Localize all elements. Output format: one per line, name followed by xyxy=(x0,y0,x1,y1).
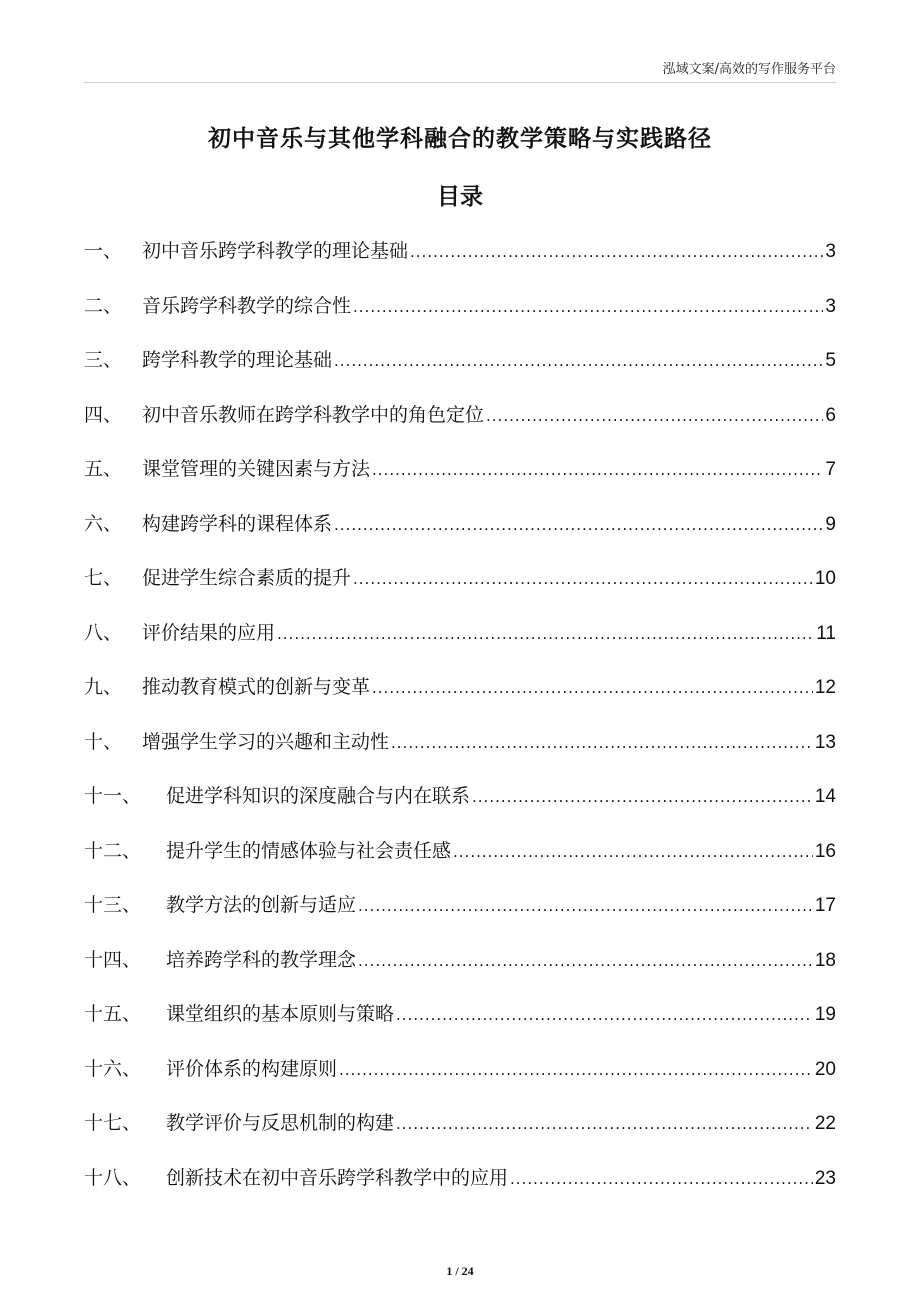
toc-entry-number: 七、 xyxy=(84,567,123,589)
toc-entry-title: 课堂管理的关键因素与方法 xyxy=(142,458,371,480)
toc-entry[interactable] xyxy=(84,942,836,997)
toc-entry-title: 评价体系的构建原则 xyxy=(166,1057,338,1080)
toc-entry[interactable] xyxy=(84,1051,836,1106)
toc-entry-number: 三、 xyxy=(84,349,123,371)
toc-entry-page: 22 xyxy=(814,1113,836,1134)
toc-entry[interactable] xyxy=(84,397,836,452)
toc-entry-number: 四、 xyxy=(84,403,123,426)
toc-dot-leader xyxy=(372,452,823,488)
toc-entry-title: 初中音乐教师在跨学科教学中的角色定位 xyxy=(142,403,485,426)
toc-entry-title: 增强学生学习的兴趣和主动性 xyxy=(142,730,390,753)
toc-entry-page: 13 xyxy=(814,731,836,753)
header-note: 泓域文案/高效的写作服务平台 xyxy=(662,62,836,77)
toc-entry-number: 十六、 xyxy=(84,1057,142,1080)
toc-entry-number: 十四、 xyxy=(84,948,142,971)
toc-dot-leader xyxy=(358,943,813,979)
toc-entry-page: 11 xyxy=(816,622,836,644)
document-title: 初中音乐与其他学科融合的教学策略与实践路径 xyxy=(208,126,712,152)
toc-dot-leader xyxy=(391,725,813,761)
toc-dot-leader xyxy=(358,888,813,924)
toc-entry-page: 19 xyxy=(814,1004,836,1025)
toc-entry[interactable] xyxy=(84,778,836,833)
toc-entry-number: 十五、 xyxy=(84,1003,142,1025)
toc-entry-number: 十七、 xyxy=(84,1112,142,1134)
toc-entry-page: 3 xyxy=(825,295,836,317)
toc-entry-number: 十一、 xyxy=(84,785,142,807)
toc-entry[interactable] xyxy=(84,506,836,561)
toc-entry[interactable] xyxy=(84,342,836,397)
toc-entry-title: 推动教育模式的创新与变革 xyxy=(142,676,371,698)
toc-entry-page: 6 xyxy=(825,404,836,426)
toc-dot-leader xyxy=(410,234,823,270)
toc-entry-page: 23 xyxy=(814,1167,836,1189)
toc-entry[interactable] xyxy=(84,996,836,1051)
toc-dot-leader xyxy=(277,616,814,652)
toc-entry-title: 教学方法的创新与适应 xyxy=(166,894,357,916)
toc-entry[interactable] xyxy=(84,669,836,724)
toc-dot-leader xyxy=(472,779,813,815)
toc-entry-page: 3 xyxy=(825,241,836,262)
toc-entry-page: 16 xyxy=(814,840,836,862)
toc-entry[interactable] xyxy=(84,724,836,779)
toc-entry-page: 20 xyxy=(814,1058,836,1080)
toc-entry[interactable] xyxy=(84,451,836,506)
toc-entry[interactable] xyxy=(84,233,836,288)
page-indicator: 1 / 24 xyxy=(446,1264,474,1278)
toc-entry-number: 六、 xyxy=(84,512,123,535)
toc-entry-page: 14 xyxy=(814,786,836,807)
toc-entry-number: 一、 xyxy=(84,240,123,262)
toc-dot-leader xyxy=(339,1052,813,1088)
toc-entry-title: 教学评价与反思机制的构建 xyxy=(166,1112,395,1134)
toc-entry-number: 二、 xyxy=(84,294,123,317)
toc-entry-title: 评价结果的应用 xyxy=(142,621,276,644)
toc-entry-page: 7 xyxy=(825,459,836,480)
toc-dot-leader xyxy=(396,1106,813,1142)
toc-entry[interactable] xyxy=(84,615,836,670)
toc-entry[interactable] xyxy=(84,833,836,888)
toc-dot-leader xyxy=(353,289,823,325)
toc-entry-title: 课堂组织的基本原则与策略 xyxy=(166,1003,395,1025)
toc-entry-title: 跨学科教学的理论基础 xyxy=(142,349,333,371)
toc-entry-title: 音乐跨学科教学的综合性 xyxy=(142,294,352,317)
toc-entry-number: 十八、 xyxy=(84,1166,142,1189)
toc-dot-leader xyxy=(510,1161,813,1197)
toc-entry-page: 5 xyxy=(825,350,836,371)
toc-entry-title: 促进学生综合素质的提升 xyxy=(142,567,352,589)
toc-entry[interactable] xyxy=(84,1160,836,1215)
toc-entry[interactable] xyxy=(84,887,836,942)
toc-entry-page: 18 xyxy=(814,949,836,971)
toc-entry-number: 十、 xyxy=(84,730,123,753)
toc-entry[interactable] xyxy=(84,288,836,343)
toc-entry-number: 九、 xyxy=(84,676,123,698)
toc-entry-title: 促进学科知识的深度融合与内在联系 xyxy=(166,785,471,807)
toc-entry-title: 创新技术在初中音乐跨学科教学中的应用 xyxy=(166,1166,509,1189)
toc-entry-title: 培养跨学科的教学理念 xyxy=(166,948,357,971)
toc-entry[interactable] xyxy=(84,1105,836,1160)
toc-entry-number: 八、 xyxy=(84,621,123,644)
toc-dot-leader xyxy=(334,343,823,379)
toc-dot-leader xyxy=(334,507,823,543)
toc-heading: 目录 xyxy=(437,184,483,210)
toc-entry-page: 12 xyxy=(814,677,836,698)
toc-entry[interactable] xyxy=(84,560,836,615)
toc-dot-leader xyxy=(372,670,813,706)
toc-dot-leader xyxy=(396,997,813,1033)
header-rule xyxy=(84,82,836,83)
toc-dot-leader xyxy=(453,834,813,870)
toc-entry-page: 17 xyxy=(814,895,836,916)
toc-entry-number: 十二、 xyxy=(84,839,142,862)
toc-entry-number: 十三、 xyxy=(84,894,142,916)
toc-dot-leader xyxy=(486,398,823,434)
toc-entry-page: 9 xyxy=(825,513,836,535)
toc-entry-title: 构建跨学科的课程体系 xyxy=(142,512,333,535)
toc-entry-title: 初中音乐跨学科教学的理论基础 xyxy=(142,240,409,262)
toc-entry-title: 提升学生的情感体验与社会责任感 xyxy=(166,839,452,862)
toc-dot-leader xyxy=(353,561,813,597)
table-of-contents xyxy=(84,233,836,1214)
toc-entry-number: 五、 xyxy=(84,458,123,480)
toc-entry-page: 10 xyxy=(814,568,836,589)
